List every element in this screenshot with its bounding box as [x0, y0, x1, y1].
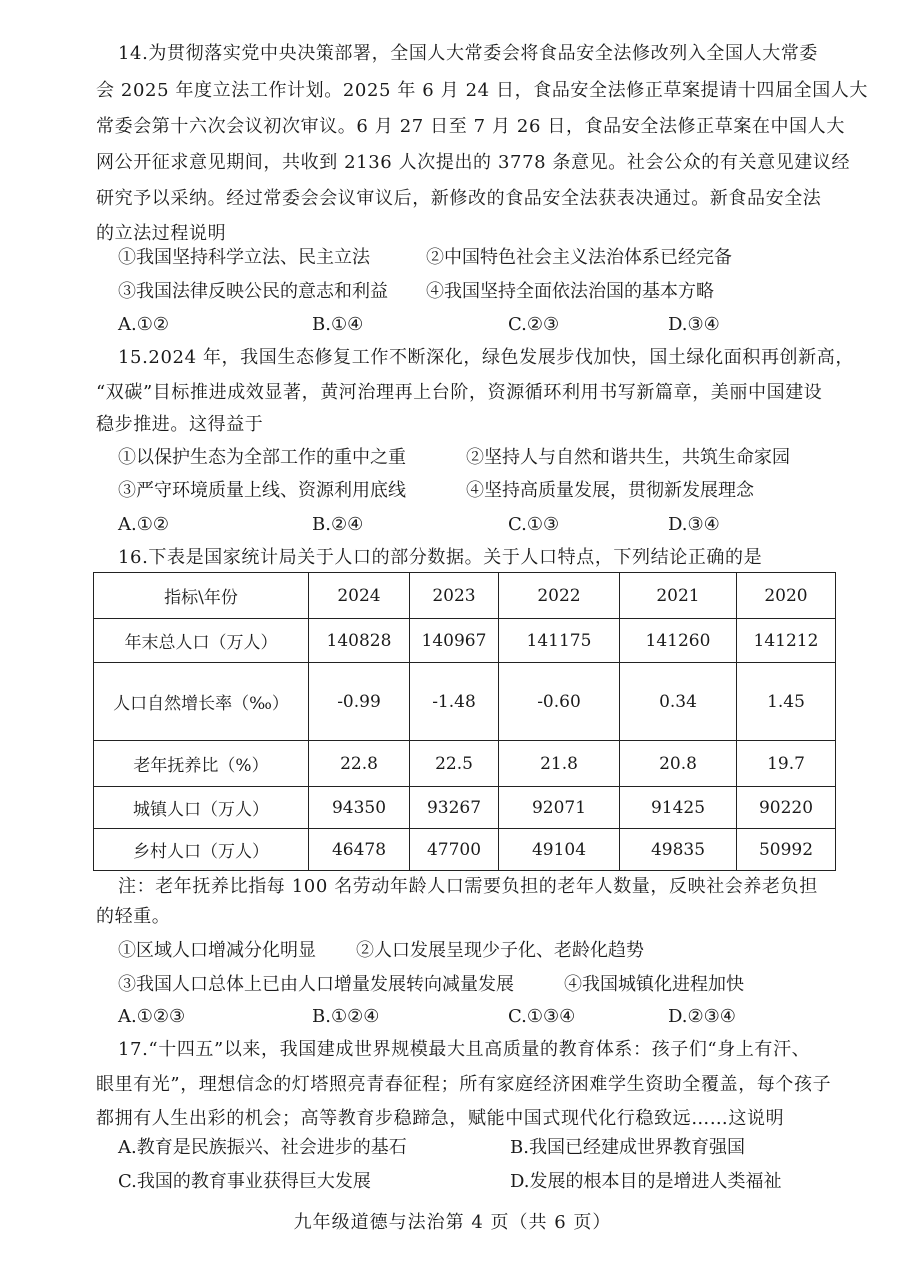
q14-stem-line: 会 2025 年度立法工作计划。2025 年 6 月 24 日，食品安全法修正草案提请十四届全国人大	[96, 80, 869, 101]
table-header-cell: 2020	[737, 573, 836, 619]
table-cell: -1.48	[410, 663, 499, 741]
table-row	[94, 829, 836, 871]
q16-choice-c[interactable]: C.①③④	[508, 1006, 576, 1027]
q16-statement-2: ②人口发展呈现少子化、老龄化趋势	[356, 940, 644, 961]
q17-choices-row-2	[118, 1169, 858, 1195]
q16-statements-row-2	[118, 972, 858, 998]
q15-stem-line: 稳步推进。这得益于	[96, 414, 264, 435]
q16-choice-b[interactable]: B.①②④	[312, 1006, 380, 1027]
q16-statement-3: ③我国人口总体上已由人口增量发展转向减量发展	[118, 974, 514, 995]
q15-statement-1: ①以保护生态为全部工作的重中之重	[118, 447, 406, 468]
q14-choice-c[interactable]: C.②③	[508, 314, 560, 335]
table-cell: 140828	[309, 619, 410, 663]
q14-statement-2: ②中国特色社会主义法治体系已经完备	[426, 247, 732, 268]
q14-stem-line: 网公开征求意见期间，共收到 2136 人次提出的 3778 条意见。社会公众的有关意见建议经	[96, 152, 851, 173]
table-cell: 1.45	[737, 663, 836, 741]
q15-stem-line: 15.2024 年，我国生态修复工作不断深化，绿色发展步伐加快，国土绿化面积再创新高，	[118, 347, 854, 368]
table-header-cell: 2023	[410, 573, 499, 619]
table-row-label: 乡村人口（万人）	[94, 829, 309, 871]
population-table	[93, 572, 836, 871]
q16-choice-d[interactable]: D.②③④	[668, 1006, 736, 1027]
q14-choice-a[interactable]: A.①②	[118, 314, 169, 335]
q14-statements-row-2	[118, 279, 858, 305]
table-cell: 141212	[737, 619, 836, 663]
q17-choice-d[interactable]: D.发展的根本目的是增进人类福祉	[510, 1171, 782, 1192]
q15-choice-d[interactable]: D.③④	[668, 514, 720, 535]
q17-choices-row-1	[118, 1135, 858, 1161]
q14-stem-line: 常委会第十六次会议初次审议。6 月 27 日至 7 月 26 日，食品安全法修正草案在中国人大	[96, 116, 845, 137]
table-cell: 49835	[620, 829, 737, 871]
table-cell: 22.8	[309, 741, 410, 787]
table-cell: 22.5	[410, 741, 499, 787]
q16-choice-a[interactable]: A.①②③	[118, 1006, 186, 1027]
table-row	[94, 787, 836, 829]
table-cell: 90220	[737, 787, 836, 829]
q17-choice-a[interactable]: A.教育是民族振兴、社会进步的基石	[118, 1137, 407, 1158]
q16-statement-4: ④我国城镇化进程加快	[564, 974, 744, 995]
q15-choice-c[interactable]: C.①③	[508, 514, 560, 535]
table-row-label: 老年抚养比（%）	[94, 741, 309, 787]
table-header-cell: 指标\年份	[94, 573, 309, 619]
q17-stem-line: 都拥有人生出彩的机会；高等教育步稳蹄急，赋能中国式现代化行稳致远……这说明	[96, 1108, 785, 1129]
table-cell: 21.8	[499, 741, 620, 787]
q17-stem-line: 眼里有光”，理想信念的灯塔照亮青春征程；所有家庭经济困难学生资助全覆盖，每个孩子	[96, 1074, 832, 1095]
q14-statements-row-1	[118, 245, 858, 271]
q15-choice-a[interactable]: A.①②	[118, 514, 169, 535]
table-cell: 91425	[620, 787, 737, 829]
table-cell: 94350	[309, 787, 410, 829]
table-row	[94, 663, 836, 741]
table-cell: 50992	[737, 829, 836, 871]
table-cell: 47700	[410, 829, 499, 871]
table-row-label: 人口自然增长率（‰）	[94, 663, 309, 741]
table-cell: 92071	[499, 787, 620, 829]
table-cell: -0.60	[499, 663, 620, 741]
q14-choices	[118, 312, 858, 338]
q17-choice-c[interactable]: C.我国的教育事业获得巨大发展	[118, 1171, 371, 1192]
table-header-cell: 2022	[499, 573, 620, 619]
q15-stem-line: “双碳”目标推进成效显著，黄河治理再上台阶，资源循环利用书写新篇章，美丽中国建设	[96, 382, 823, 403]
table-row	[94, 741, 836, 787]
table-cell: 20.8	[620, 741, 737, 787]
q15-statements-row-2	[118, 478, 858, 504]
table-row-label: 城镇人口（万人）	[94, 787, 309, 829]
q15-choices	[118, 512, 858, 538]
q14-statement-1: ①我国坚持科学立法、民主立法	[118, 247, 370, 268]
q15-statement-4: ④坚持高质量发展，贯彻新发展理念	[466, 480, 754, 501]
q14-choice-b[interactable]: B.①④	[312, 314, 364, 335]
table-cell: 141175	[499, 619, 620, 663]
table-cell: 141260	[620, 619, 737, 663]
table-cell: 93267	[410, 787, 499, 829]
q17-stem-line: 17.“十四五”以来，我国建成世界规模最大且高质量的教育体系：孩子们“身上有汗、	[118, 1039, 811, 1060]
table-cell: 46478	[309, 829, 410, 871]
q14-stem-line: 研究予以采纳。经过常委会会议审议后，新修改的食品安全法获表决通过。新食品安全法	[96, 188, 822, 209]
table-header-cell: 2024	[309, 573, 410, 619]
q14-statement-3: ③我国法律反映公民的意志和利益	[118, 281, 388, 302]
q15-statement-3: ③严守环境质量上线、资源利用底线	[118, 480, 406, 501]
table-header-cell: 2021	[620, 573, 737, 619]
table-cell: 140967	[410, 619, 499, 663]
table-header-row	[94, 573, 836, 619]
q14-stem-line: 14.为贯彻落实党中央决策部署，全国人大常委会将食品安全法修改列入全国人大常委	[118, 43, 819, 64]
table-cell: 19.7	[737, 741, 836, 787]
q14-choice-d[interactable]: D.③④	[668, 314, 720, 335]
table-cell: 49104	[499, 829, 620, 871]
table-row-label: 年末总人口（万人）	[94, 619, 309, 663]
q16-statements-row-1	[118, 938, 858, 964]
q15-statements-row-1	[118, 445, 858, 471]
q16-note-line: 注：老年抚养比指每 100 名劳动年龄人口需要负担的老年人数量，反映社会养老负担	[118, 876, 818, 897]
q14-statement-4: ④我国坚持全面依法治国的基本方略	[426, 281, 714, 302]
q16-choices	[118, 1004, 858, 1030]
q15-choice-b[interactable]: B.②④	[312, 514, 364, 535]
table-cell: -0.99	[309, 663, 410, 741]
q17-choice-b[interactable]: B.我国已经建成世界教育强国	[510, 1137, 745, 1158]
q16-stem: 16.下表是国家统计局关于人口的部分数据。关于人口特点，下列结论正确的是	[118, 547, 763, 568]
q15-statement-2: ②坚持人与自然和谐共生，共筑生命家园	[466, 447, 790, 468]
q16-statement-1: ①区域人口增减分化明显	[118, 940, 316, 961]
q14-stem-line: 的立法过程说明	[96, 223, 227, 244]
table-cell: 0.34	[620, 663, 737, 741]
page-footer: 九年级道德与法治第 4 页（共 6 页）	[293, 1212, 612, 1233]
q16-note-line: 的轻重。	[96, 906, 171, 927]
table-row	[94, 619, 836, 663]
